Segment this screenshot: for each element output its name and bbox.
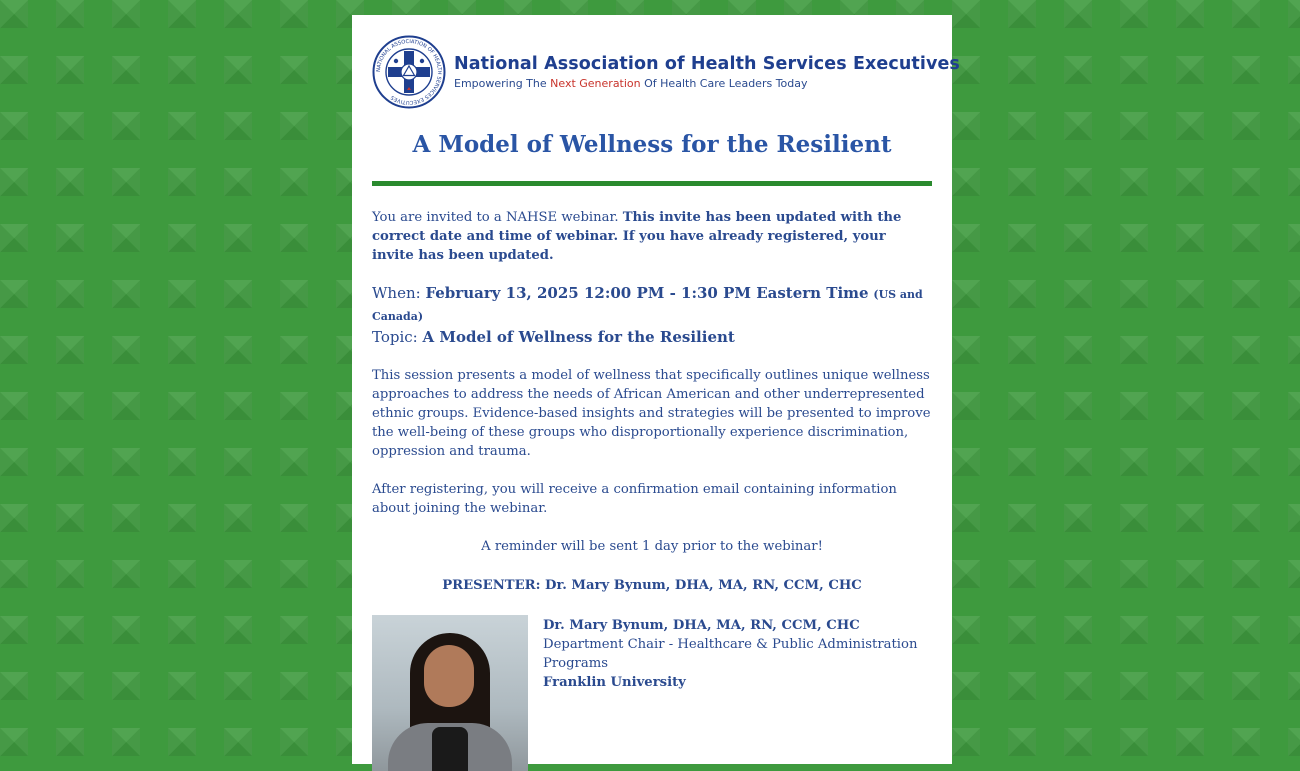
tagline-pre: Empowering The: [454, 77, 551, 90]
svg-text:NATIONAL ASSOCIATION OF HEALTH: NATIONAL ASSOCIATION OF HEALTH SERVICES EXECUTIVES: [375, 38, 443, 106]
org-name: National Association of Health Services Executives: [454, 54, 960, 74]
presenter-photo: [372, 615, 528, 771]
when-line: [372, 283, 932, 348]
presenter-role: Department Chair - Healthcare & Public Administration Programs: [543, 637, 918, 671]
after-registering-note: After registering, you will receive a confirmation email containing information about joining the webinar.: [372, 482, 897, 516]
when-timezone-note: (US and Canada): [372, 288, 923, 323]
webinar-title: A Model of Wellness for the Resilient: [412, 131, 892, 158]
reminder-note: A reminder will be sent 1 day prior to the webinar!: [481, 539, 823, 554]
when-label: When:: [372, 284, 426, 302]
tagline-highlight: Next Generation: [550, 77, 641, 90]
org-branding: [454, 54, 960, 90]
description: This session presents a model of wellness that specifically outlines unique wellness approaches to address the needs of African American and other underrepresented ethnic groups. Evidence-based insights and strategies will be presented to improve the well-being of these groups who disproportionally experience discrimination, oppression and trauma.: [372, 368, 931, 459]
when-value: February 13, 2025 12:00 PM - 1:30 PM Eastern Time: [425, 284, 869, 302]
tagline: [454, 77, 960, 90]
nahse-seal-logo: [372, 35, 446, 109]
presenter-institution: Franklin University: [543, 675, 686, 690]
presenter-details: [543, 616, 932, 771]
intro-plain: You are invited to a NAHSE webinar.: [372, 210, 623, 225]
header: [372, 35, 960, 109]
presenter-name: Dr. Mary Bynum, DHA, MA, RN, CCM, CHC: [543, 618, 860, 633]
tagline-post: Of Health Care Leaders Today: [640, 77, 808, 90]
email-card: [352, 15, 960, 764]
divider: [372, 181, 932, 186]
presenter-heading: PRESENTER: Dr. Mary Bynum, DHA, MA, RN, CCM, CHC: [442, 578, 862, 593]
intro-paragraph: [372, 208, 932, 265]
intro-bold: This invite has been updated with the correct date and time of webinar. If you have already registered, your invite has been updated.: [372, 210, 902, 263]
topic-value: A Model of Wellness for the Resilient: [422, 328, 735, 346]
topic-label: Topic:: [372, 328, 423, 346]
presenter-bio: [372, 615, 932, 771]
